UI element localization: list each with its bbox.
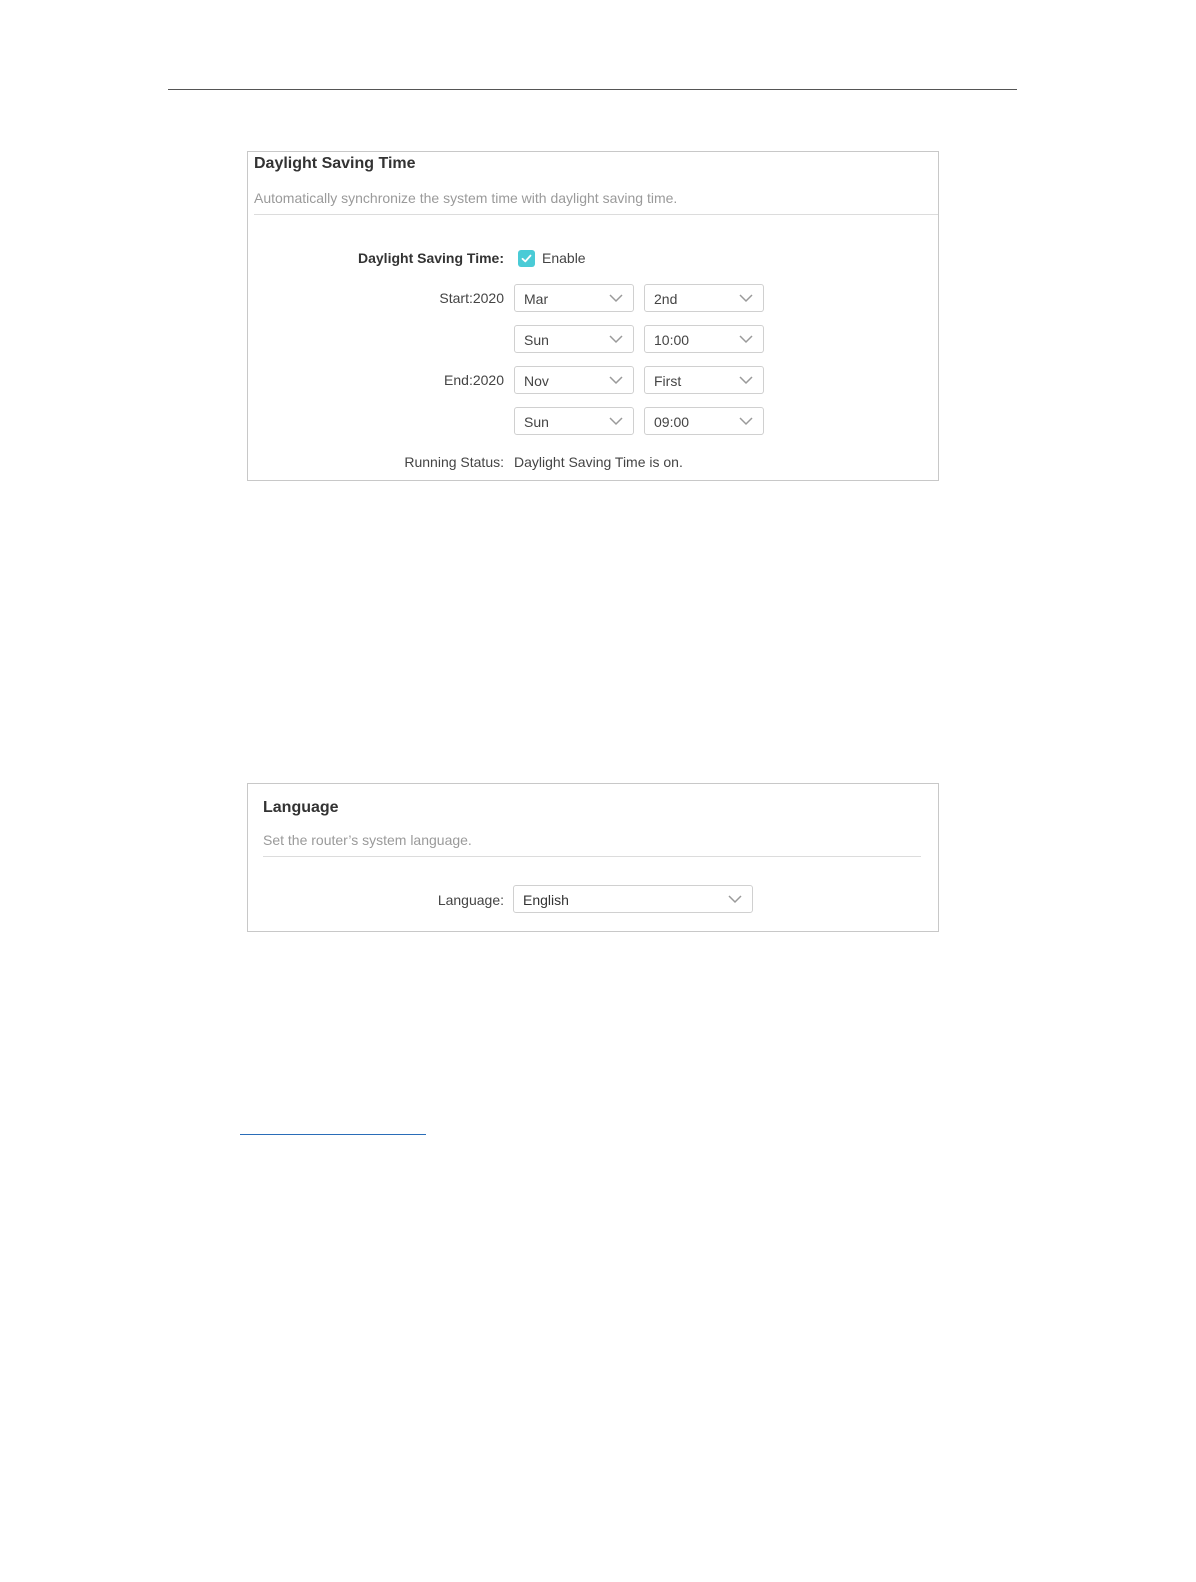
chevron-down-icon — [739, 293, 753, 303]
language-panel — [247, 783, 939, 932]
daylight-saving-enable-checkbox[interactable] — [518, 250, 535, 267]
chevron-down-icon — [739, 375, 753, 385]
page-header-rule — [168, 89, 1017, 90]
start-day-value: Sun — [524, 332, 549, 348]
running-status-label: Running Status: — [404, 454, 504, 470]
chevron-down-icon — [739, 416, 753, 426]
start-label: Start:2020 — [439, 290, 504, 306]
daylight-saving-divider — [254, 214, 938, 215]
start-week-select[interactable] — [644, 284, 764, 312]
end-week-select[interactable] — [644, 366, 764, 394]
chevron-down-icon — [728, 894, 742, 904]
daylight-saving-description: Automatically synchronize the system time with daylight saving time. — [254, 190, 678, 206]
end-time-select[interactable] — [644, 407, 764, 435]
chevron-down-icon — [609, 375, 623, 385]
daylight-saving-enable-text[interactable]: Enable — [542, 250, 586, 266]
chevron-down-icon — [609, 334, 623, 344]
language-divider — [263, 856, 921, 857]
chevron-down-icon — [609, 416, 623, 426]
end-day-select[interactable] — [514, 407, 634, 435]
language-select-value: English — [523, 892, 569, 908]
daylight-saving-panel — [247, 151, 939, 481]
language-description: Set the router’s system language. — [263, 832, 472, 848]
chevron-down-icon — [609, 293, 623, 303]
start-day-select[interactable] — [514, 325, 634, 353]
start-time-select[interactable] — [644, 325, 764, 353]
language-field-label: Language: — [437, 892, 504, 908]
running-status-value: Daylight Saving Time is on. — [514, 454, 683, 470]
end-month-select[interactable] — [514, 366, 634, 394]
start-week-value: 2nd — [654, 291, 678, 307]
start-month-value: Mar — [524, 291, 549, 307]
end-time-value: 09:00 — [654, 414, 690, 430]
chevron-down-icon — [739, 334, 753, 344]
end-day-value: Sun — [524, 414, 549, 430]
start-time-value: 10:00 — [654, 332, 690, 348]
start-month-select[interactable] — [514, 284, 634, 312]
language-select[interactable] — [513, 885, 753, 913]
end-month-value: Nov — [524, 373, 549, 389]
daylight-saving-title: Daylight Saving Time — [254, 155, 416, 172]
language-title: Language — [263, 799, 339, 816]
footnote-link-underline — [240, 1134, 426, 1135]
end-label: End:2020 — [444, 372, 504, 388]
daylight-saving-enable-label: Daylight Saving Time: — [358, 250, 504, 266]
checkmark-icon — [521, 253, 532, 264]
end-week-value: First — [654, 373, 682, 389]
